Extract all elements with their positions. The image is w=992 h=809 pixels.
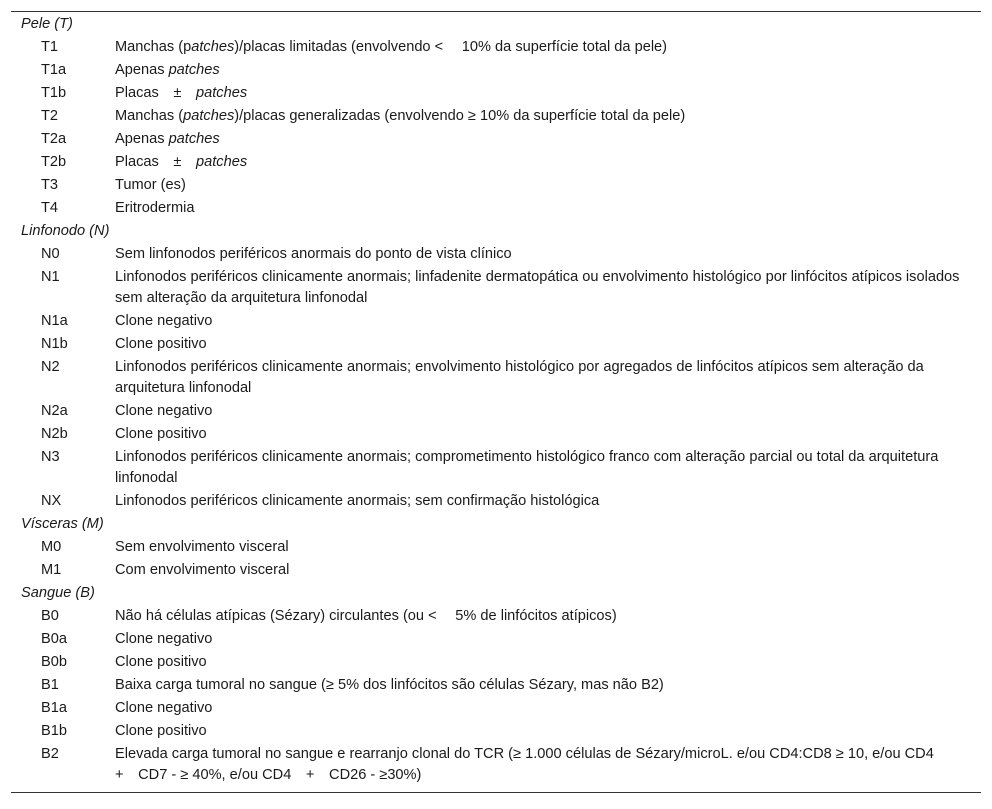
description-text: Não há células atípicas (Sézary) circulantes (ou < 5% de linfócitos atípicos) xyxy=(115,608,617,624)
section-title: Pele (T) xyxy=(21,16,73,32)
stage-code: B1a xyxy=(41,700,67,716)
stage-code: T3 xyxy=(41,177,59,193)
table-row xyxy=(11,675,981,698)
table-row xyxy=(11,60,981,83)
stage-code: M0 xyxy=(41,539,62,555)
table-row xyxy=(11,401,981,424)
table-row xyxy=(11,491,981,514)
stage-description xyxy=(115,244,981,265)
italic-term: patches xyxy=(183,108,235,124)
stage-code: B1b xyxy=(41,723,67,739)
table-row xyxy=(11,198,981,221)
table-row xyxy=(11,560,981,583)
italic-term: patches xyxy=(168,62,220,78)
stage-code: B0a xyxy=(41,631,67,647)
stage-code: B0b xyxy=(41,654,67,670)
stage-description xyxy=(115,198,981,219)
description-text: Eritrodermia xyxy=(115,200,195,216)
table-row xyxy=(11,744,981,788)
stage-description xyxy=(115,424,981,445)
stage-code: N1a xyxy=(41,313,68,329)
table-row xyxy=(11,152,981,175)
stage-code: NX xyxy=(41,493,62,509)
table-row xyxy=(11,175,981,198)
stage-description xyxy=(115,129,981,150)
section-title: Vísceras (M) xyxy=(21,516,104,532)
description-text: Linfonodos periféricos clinicamente anormais; envolvimento histológico por agregados de linfócitos atípicos sem alteração da arquitetura linfonodal xyxy=(115,359,924,396)
stage-code: N1b xyxy=(41,336,68,352)
stage-code: T4 xyxy=(41,200,59,216)
stage-code: N1 xyxy=(41,269,60,285)
table-row xyxy=(11,629,981,652)
description-text: Elevada carga tumoral no sangue e rearranjo clonal do TCR (≥ 1.000 células de Sézary/microL. e/ou CD4:CD8 ≥ 10, e/ou CD4 + CD7 - ≥ 40%, e/ou CD4 + CD26 - ≥30%) xyxy=(115,746,949,783)
stage-description xyxy=(115,629,981,650)
stage-description xyxy=(115,401,981,422)
stage-description xyxy=(115,311,981,332)
stage-description xyxy=(115,652,981,673)
stage-description xyxy=(115,698,981,719)
description-text: Linfonodos periféricos clinicamente anormais; comprometimento histológico franco com alteração parcial ou total da arquitetura linfonodal xyxy=(115,449,939,486)
table-row xyxy=(11,106,981,129)
table-row xyxy=(11,721,981,744)
stage-description xyxy=(115,175,981,196)
stage-description xyxy=(115,83,981,104)
stage-code: T1 xyxy=(41,39,59,55)
stage-code: B2 xyxy=(41,746,59,762)
stage-description xyxy=(115,675,981,696)
stage-description xyxy=(115,106,981,127)
stage-description xyxy=(115,744,981,786)
stage-description xyxy=(115,334,981,355)
description-text: Linfonodos periféricos clinicamente anormais; sem confirmação histológica xyxy=(115,493,600,509)
description-text: Placas ± xyxy=(115,85,196,101)
table-row xyxy=(11,311,981,334)
stage-code: N2a xyxy=(41,403,68,419)
description-text: )/placas generalizadas (envolvendo ≥ 10% da superfície total da pele) xyxy=(234,108,686,124)
italic-term: patches xyxy=(196,154,248,170)
stage-code: T1a xyxy=(41,62,67,78)
italic-term: atches xyxy=(191,39,235,55)
description-text: Com envolvimento visceral xyxy=(115,562,290,578)
description-text: )/placas limitadas (envolvendo < 10% da superfície total da pele) xyxy=(234,39,668,55)
staging-table xyxy=(11,11,981,793)
table-row xyxy=(11,537,981,560)
section-title: Linfonodo (N) xyxy=(21,223,110,239)
stage-code: N2 xyxy=(41,359,60,375)
stage-description xyxy=(115,721,981,742)
description-text: Clone positivo xyxy=(115,723,207,739)
table-row xyxy=(11,83,981,106)
stage-description xyxy=(115,152,981,173)
description-text: Tumor (es) xyxy=(115,177,186,193)
stage-description xyxy=(115,537,981,558)
description-text: Clone negativo xyxy=(115,631,213,647)
table-row xyxy=(11,37,981,60)
description-text: Apenas xyxy=(115,62,169,78)
stage-description xyxy=(115,60,981,81)
table-row xyxy=(11,357,981,401)
description-text: Apenas xyxy=(115,131,169,147)
table-row xyxy=(11,129,981,152)
stage-code: T1b xyxy=(41,85,67,101)
description-text: Manchas ( xyxy=(115,108,184,124)
stage-code: B1 xyxy=(41,677,59,693)
stage-description xyxy=(115,267,981,309)
table-row xyxy=(11,447,981,491)
table-row xyxy=(11,606,981,629)
stage-description xyxy=(115,37,981,58)
description-text: Sem envolvimento visceral xyxy=(115,539,289,555)
table-row xyxy=(11,244,981,267)
stage-code: T2 xyxy=(41,108,59,124)
stage-code: T2a xyxy=(41,131,67,147)
stage-code: T2b xyxy=(41,154,67,170)
stage-description xyxy=(115,491,981,512)
description-text: Linfonodos periféricos clinicamente anormais; linfadenite dermatopática ou envolvimento histológico por linfócitos atípicos isolados sem alteração da arquitetura linfonodal xyxy=(115,269,960,306)
section-title: Sangue (B) xyxy=(21,585,95,601)
description-text: Manchas (p xyxy=(115,39,192,55)
stage-description xyxy=(115,447,981,489)
table-row xyxy=(11,698,981,721)
table-row xyxy=(11,334,981,357)
italic-term: patches xyxy=(168,131,220,147)
stage-description xyxy=(115,560,981,581)
description-text: Clone positivo xyxy=(115,654,207,670)
italic-term: patches xyxy=(196,85,248,101)
stage-description xyxy=(115,606,981,627)
stage-code: M1 xyxy=(41,562,62,578)
table-row xyxy=(11,424,981,447)
stage-description xyxy=(115,357,981,399)
description-text: Placas ± xyxy=(115,154,196,170)
stage-code: B0 xyxy=(41,608,59,624)
description-text: Baixa carga tumoral no sangue (≥ 5% dos linfócitos são células Sézary, mas não B2) xyxy=(115,677,664,693)
description-text: Sem linfonodos periféricos anormais do ponto de vista clínico xyxy=(115,246,512,262)
stage-code: N3 xyxy=(41,449,60,465)
table-row xyxy=(11,267,981,311)
table-row xyxy=(11,652,981,675)
stage-code: N2b xyxy=(41,426,68,442)
description-text: Clone negativo xyxy=(115,313,213,329)
description-text: Clone positivo xyxy=(115,336,207,352)
description-text: Clone negativo xyxy=(115,700,213,716)
description-text: Clone negativo xyxy=(115,403,213,419)
description-text: Clone positivo xyxy=(115,426,207,442)
stage-code: N0 xyxy=(41,246,60,262)
